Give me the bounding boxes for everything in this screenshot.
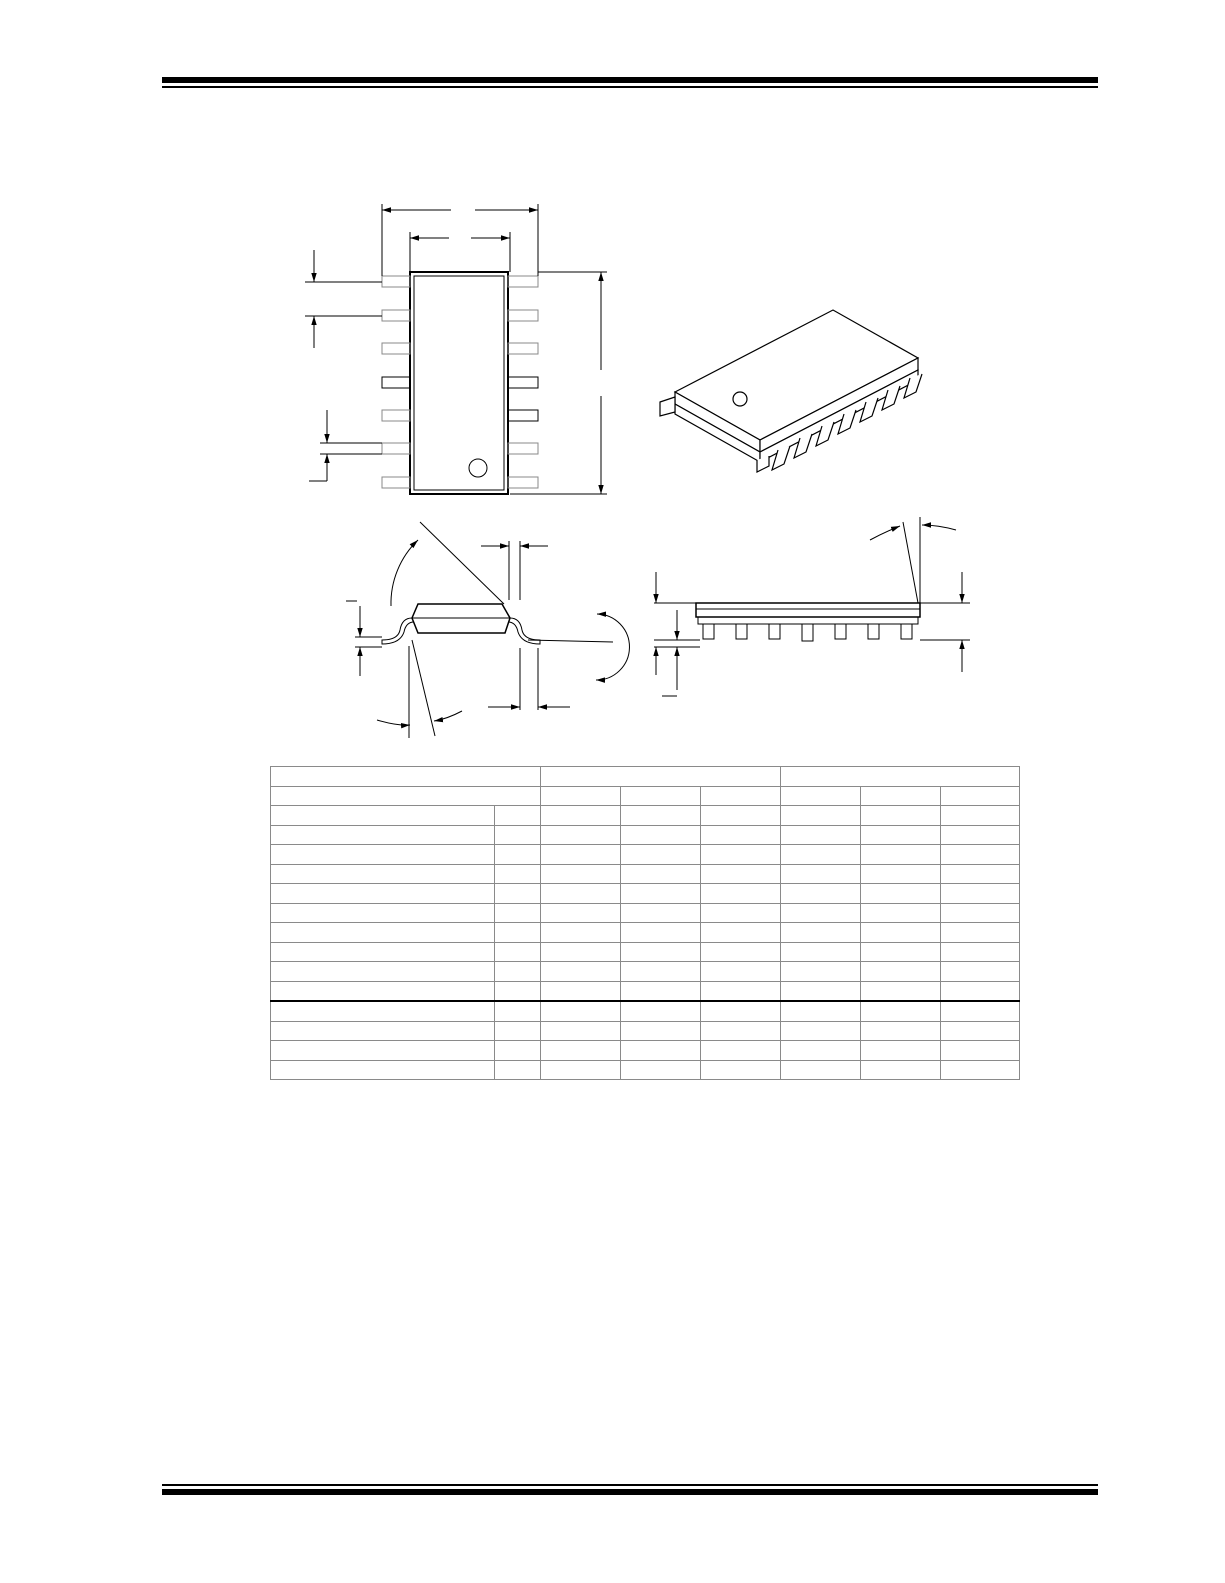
table-row <box>271 903 1020 923</box>
table-row <box>271 962 1020 982</box>
table-row <box>271 1060 1020 1080</box>
pin1-marker <box>469 459 487 477</box>
right-pins <box>508 276 538 488</box>
table-row <box>271 1001 1020 1021</box>
end-view <box>346 522 629 738</box>
left-pins <box>382 276 410 488</box>
isometric-view <box>660 310 922 472</box>
table-header-row-2 <box>271 786 1020 806</box>
package-outline-drawing <box>0 0 1225 760</box>
table-row <box>271 923 1020 943</box>
table-row <box>271 1041 1020 1061</box>
side-view-leads <box>703 624 912 641</box>
side-view-body <box>696 603 920 617</box>
table-row <box>271 825 1020 845</box>
table-row <box>271 1021 1020 1041</box>
footer-rule-thin <box>162 1484 1098 1486</box>
table-header-row-1 <box>271 767 1020 787</box>
table-row <box>271 884 1020 904</box>
package-body-outer <box>410 272 508 494</box>
package-body-inner <box>414 276 504 490</box>
table-row <box>271 942 1020 962</box>
table-row <box>271 845 1020 865</box>
dimension-table <box>270 766 1020 1080</box>
side-view <box>654 517 970 696</box>
table-row <box>271 981 1020 1001</box>
footer-rule-thick <box>162 1489 1098 1495</box>
table-row <box>271 864 1020 884</box>
top-view <box>305 204 607 494</box>
table-row <box>271 806 1020 826</box>
